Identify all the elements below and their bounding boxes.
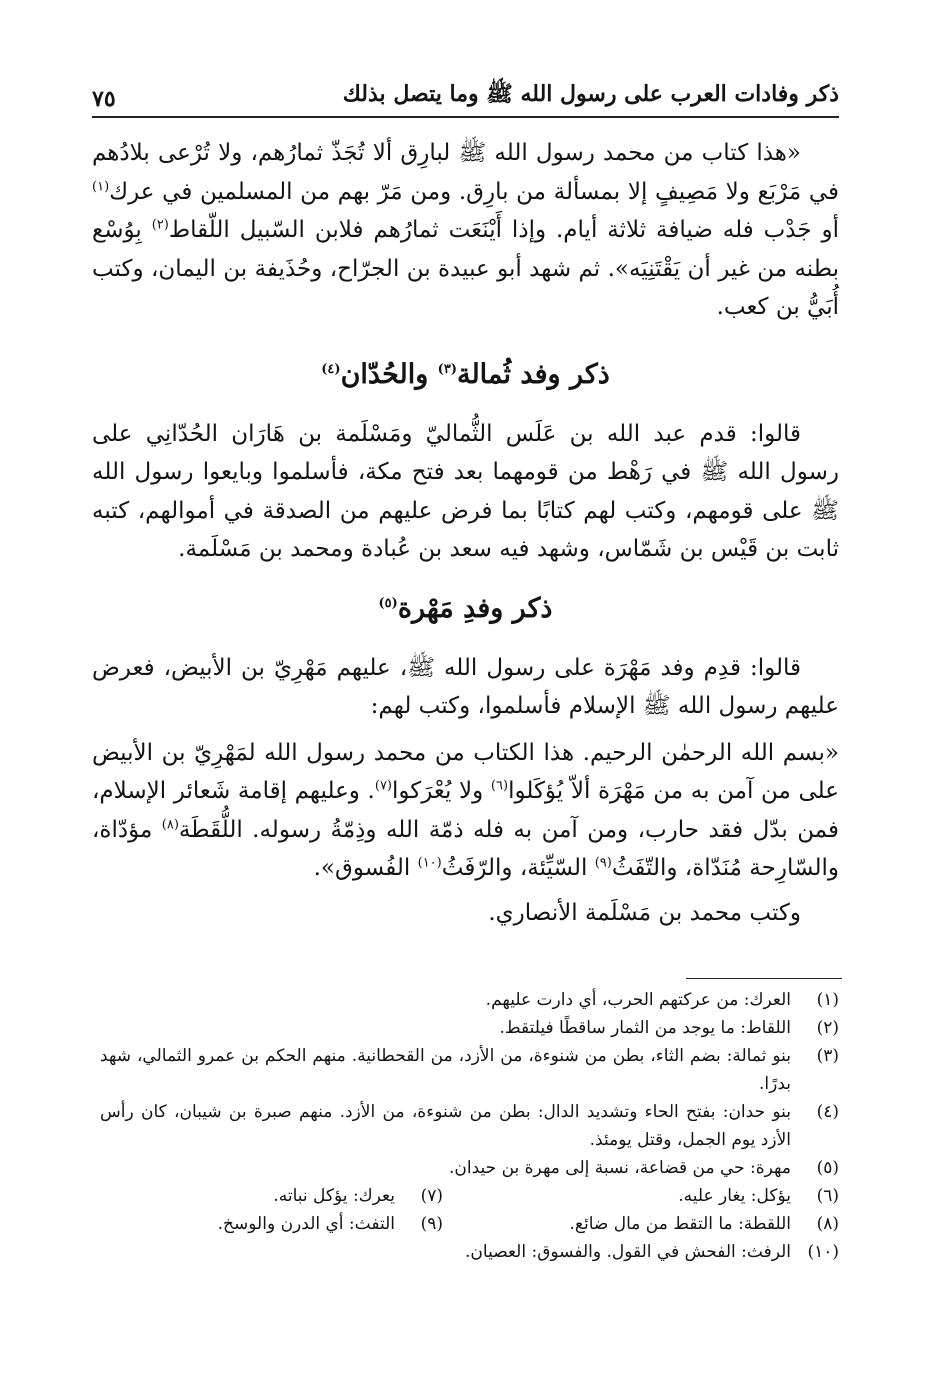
footnote-ref-3[interactable]: (٣) — [437, 361, 457, 377]
paragraph-scribe: وكتب محمد بن مَسْلَمة الأنصاري. — [488, 899, 801, 926]
paragraph-text: . وعليهم إقامة شَعائر الإسلام، فمن بدّل فقد حارب، ومن آمن به فله ذمّة الله وذِمّةُ رسوله. اللُّقَطَة — [92, 778, 839, 843]
header-rule — [92, 116, 839, 118]
footnote-number: (٤) — [816, 1102, 839, 1122]
footnote-3 — [100, 1042, 839, 1098]
paragraph-letter-bariq — [92, 134, 839, 327]
footnote-7 — [273, 1182, 443, 1210]
footnote-ref-4[interactable]: (٤) — [321, 361, 341, 377]
paragraph-text: «بسم الله الرحمٰن الرحيم. هذا الكتاب من محمد رسول الله لمَهْرِيّ بن الأبيض على من آمن به من مَهْرَة ألاّ يُؤكَلوا — [92, 739, 839, 804]
main-text — [92, 134, 839, 932]
footnote-number: (٨) — [816, 1214, 839, 1234]
footnote-5 — [100, 1154, 839, 1182]
footnote-text: العرك: من عركتهم الحرب، أي دارت عليهم. — [485, 990, 791, 1010]
paragraph-text: الفُسوق». — [313, 855, 418, 881]
footnote-ref-9[interactable]: (٩) — [594, 855, 612, 871]
footnote-text: الرفث: الفحش في القول. والفسوق: العصيان. — [465, 1242, 791, 1262]
footnote-ref-5[interactable]: (٥) — [378, 595, 398, 611]
heading-text: والحُدّان — [340, 358, 438, 390]
footnote-9 — [218, 1210, 443, 1238]
footnote-ref-1[interactable]: (١) — [92, 178, 110, 194]
footnote-number: (١) — [816, 990, 839, 1010]
heading-text: ذكر وفد ثُمالة — [456, 358, 610, 390]
footnote-number: (١٠) — [807, 1242, 839, 1262]
footnote-4 — [100, 1098, 839, 1154]
footnote-text: بنو ثمالة: بضم الثاء، بطن من شنوءة، من الأزد، من القحطانية. منهم الحكم بن عمرو الثمالي، شهد بدرًا. — [100, 1046, 791, 1094]
running-header — [92, 78, 839, 112]
footnote-text: مهرة: حي من قضاعة، نسبة إلى مهرة بن حيدان. — [449, 1158, 791, 1178]
footnotes — [100, 986, 839, 1266]
footnote-2 — [100, 1014, 839, 1042]
footnote-text: اللقطة: ما التقط من مال ضائع. — [569, 1214, 791, 1234]
footnote-ref-2[interactable]: (٢) — [151, 217, 169, 233]
paragraph-letter-mahra — [92, 734, 839, 888]
footnote-number: (٩) — [420, 1214, 443, 1234]
footnote-ref-6[interactable]: (٦) — [490, 778, 509, 794]
heading-text: ذكر وفدِ مَهْرة — [397, 592, 553, 624]
footnote-number: (٦) — [816, 1186, 839, 1206]
footnote-text: التفث: أي الدرن والوسخ. — [217, 1214, 395, 1234]
footnote-number: (٢) — [816, 1018, 839, 1038]
footnote-10 — [100, 1238, 839, 1266]
footnote-number: (٥) — [816, 1158, 839, 1178]
paragraph-mahra: قالوا: قدِم وفد مَهْرَة على رسول الله ﷺ، عليهم مَهْرِيّ بن الأبيض، فعرض عليهم رسول الله ﷺ الإسلام فأسلموا، وكتب لهم: — [92, 654, 839, 719]
paragraph-text: ولا يُعْرَكوا — [392, 778, 491, 804]
footnote-text: يؤكل: يغار عليه. — [678, 1186, 791, 1206]
paragraph-text: مؤدّاة، والسّارِحة مُنَدّاة، والتّفَثُ — [92, 816, 839, 881]
footnote-number: (٧) — [420, 1186, 443, 1206]
paragraph-text: «هذا كتاب من محمد رسول الله ﷺ لبارِق ألا تُجَذّ ثمارُهم، ولا تُرْعى بلادُهم في مَرْبَع ولا مَصِيفٍ إلا بمسألة من بارِق. ومن مَرّ بهم من المسلمين في عرك — [92, 140, 839, 205]
footnote-row — [100, 1210, 839, 1238]
footnote-text: بنو حدان: بفتح الحاء وتشديد الدال: بطن من شنوءة، من الأزد. منهم صبرة بن شيبان، كان رأس الأزد يوم الجمل، وقتل يومئذ. — [100, 1102, 791, 1150]
footnote-ref-8[interactable]: (٨) — [161, 816, 179, 832]
section-heading-mahra — [92, 589, 839, 629]
footnote-text: اللقاط: ما يوجد من الثمار ساقطًا فيلتقط. — [499, 1018, 791, 1038]
footnote-text: يعرك: يؤكل نباته. — [273, 1186, 395, 1206]
footnote-row — [100, 1182, 839, 1210]
running-head-title: ذكر وفادات العرب على رسول الله ﷺ وما يتصل بذلك — [342, 81, 839, 107]
footnote-8 — [499, 1210, 839, 1238]
paragraph-text: بِوُسْع بطنه من غير أن يَقْتَنِيَه». ثم شهد أبو عبيدة بن الجرّاح، وحُذَيفة بن اليمان، وكتب أُبَيُّ بن كعب. — [92, 217, 839, 320]
page-number: ٧٥ — [92, 86, 116, 112]
paragraph-text: السّيِّئة، والرّفَثُ — [441, 855, 595, 881]
paragraph-thumala: قالوا: قدم عبد الله بن عَلَس الثُّماليّ ومَسْلَمة بن هَارَان الحُدّانِي على رسول الله ﷺ في رَهْط من قومهما بعد فتح مكة، فأسلموا وبايعوا رسول الله ﷺ على قومهم، وكتب لهم كتابًا بما فرض عليهم من الصدقة في أموالهم، كتبه ثابت بن قَيْس بن شَمّاس، وشهد فيه سعد بن عُبادة ومحمد بن مَسْلَمة. — [92, 420, 839, 562]
footnote-rule — [686, 978, 842, 979]
footnote-1 — [100, 986, 839, 1014]
section-heading-thumala — [92, 355, 839, 395]
paragraph-text: أو جَدْب فله ضيافة ثلاثة أيام. وإذا أَيْنَعَت ثمارُهم فلابن السّبيل اللّقاط — [168, 217, 840, 243]
footnote-number: (٣) — [816, 1046, 839, 1066]
footnote-ref-7[interactable]: (٧) — [374, 778, 392, 794]
footnote-6 — [499, 1182, 839, 1210]
footnote-ref-10[interactable]: (١٠) — [417, 855, 442, 871]
